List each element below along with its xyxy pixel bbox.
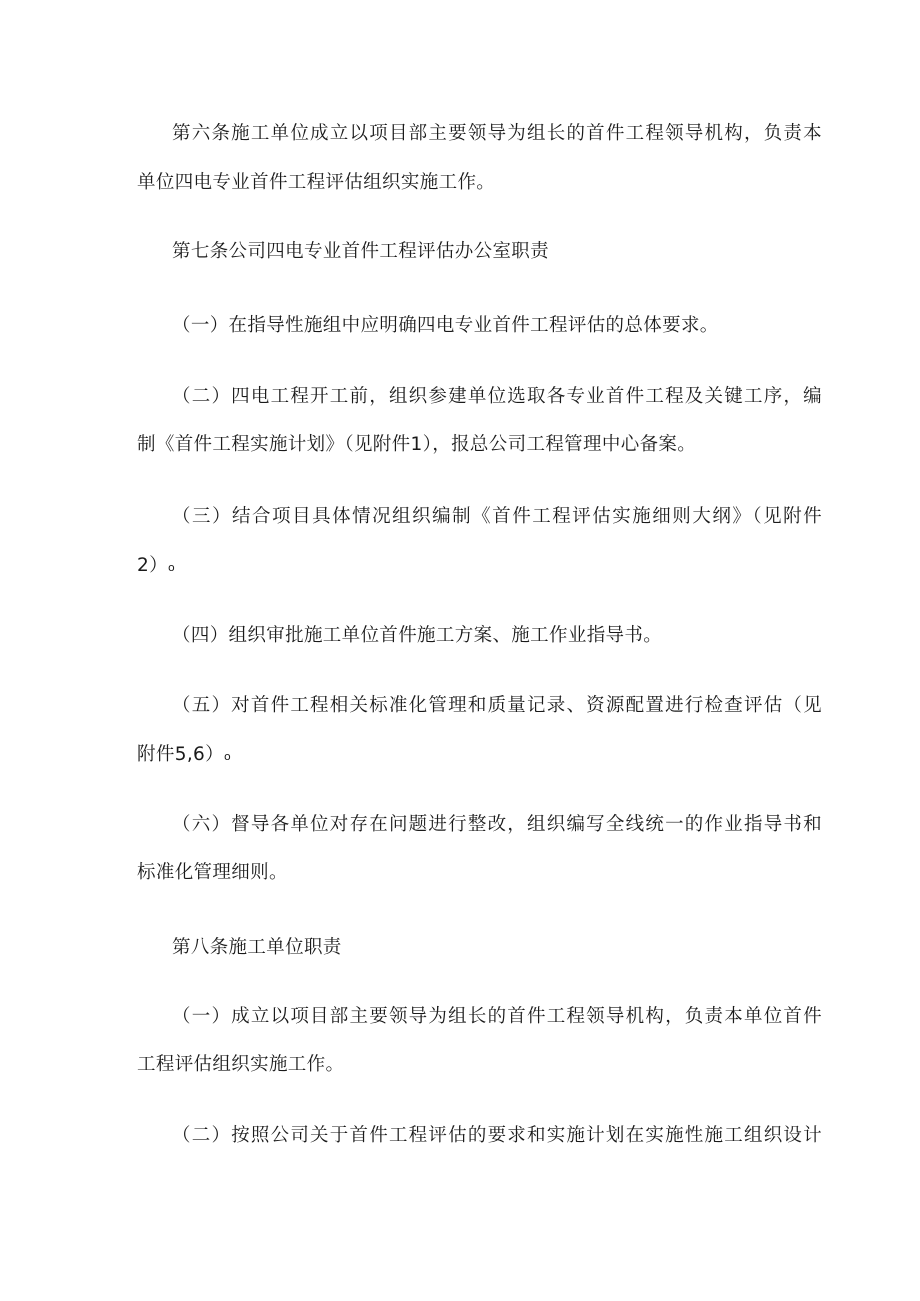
art8-item2-line1: （二）按照公司关于首件工程评估的要求和实施计划在实施性施工组织设计 [172,1125,822,1146]
art7-item1: （一）在指导性施组中应明确四电专业首件工程评估的总体要求。 [172,315,719,336]
art6-line2: 单位四电专业首件工程评估组织实施工作。 [137,172,496,193]
art7-item4: （四）组织审批施工单位首件施工方案、施工作业指导书。 [172,625,663,646]
art7-item3-line2-text: 2） [137,555,168,576]
art7-item5-line2 [137,743,787,769]
art7-item2-line1: （二）四电工程开工前，组织参建单位选取各专业首件工程及关键工序，编 [172,386,822,407]
art8-item1-line1: （一）成立以项目部主要领导为组长的首件工程领导机构，负责本单位首件 [172,1006,822,1027]
art7-item5-line1: （五）对首件工程相关标准化管理和质量记录、资源配置进行检查评估（见 [172,695,822,716]
art8-item1-line2: 工程评估组织实施工作。 [137,1054,345,1075]
art7-item5-line2-mark: o [224,750,232,763]
art6-line1: 第六条施工单位成立以项目部主要领导为组长的首件工程领导机构，负责本 [172,123,822,144]
art7-item6-line2: 标准化管理细则。 [137,862,288,883]
art8-title: 第八条施工单位职责 [172,937,342,958]
art7-item6-line1: （六）督导各单位对存在问题进行整改，组织编写全线统一的作业指导书和 [172,814,822,835]
art7-title: 第七条公司四电专业首件工程评估办公室职责 [172,241,550,262]
art7-item3-line2-mark: o [167,561,176,574]
art7-item3-line1: （三）结合项目具体情况组织编制《首件工程评估实施细则大纲》（见附件 [172,506,822,527]
art7-item5-line2-text: 附件5,6） [137,744,225,765]
art7-item3-line2 [137,554,787,580]
art7-item2-line2: 制《首件工程实施计划》（见附件1），报总公司工程管理中心备案。 [137,434,697,455]
